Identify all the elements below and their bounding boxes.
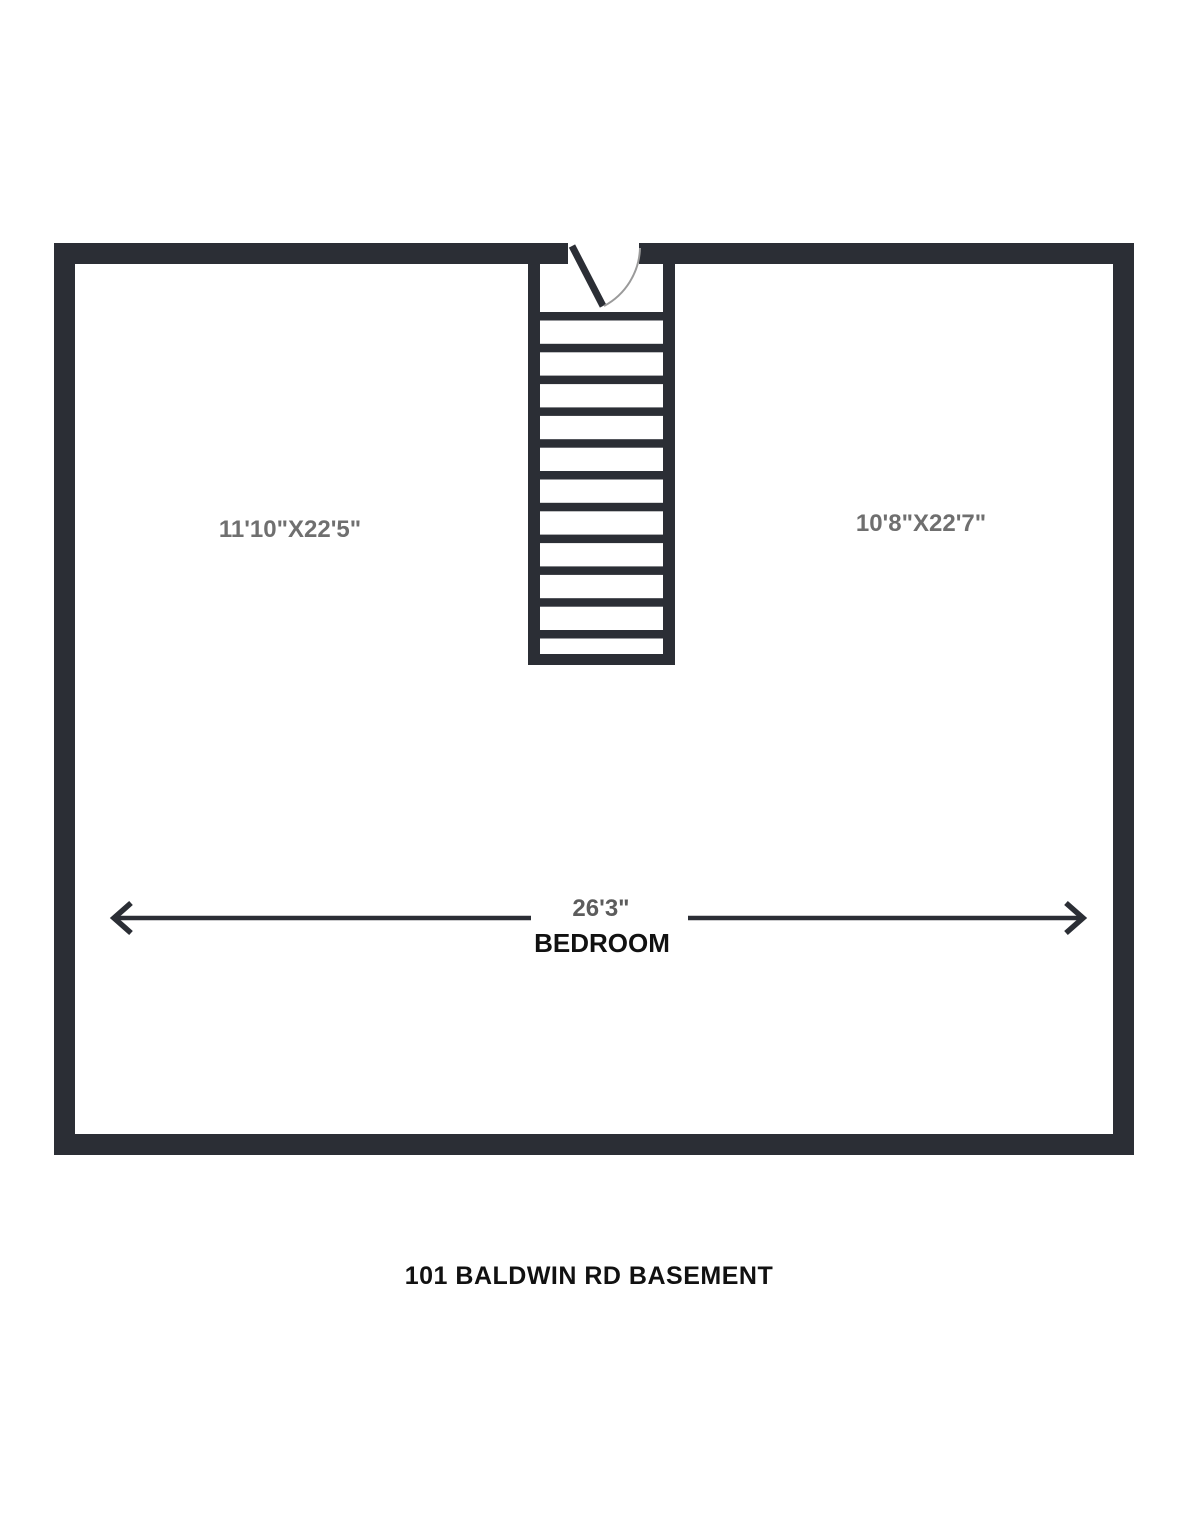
- stair-tread-line: [540, 439, 663, 448]
- stair-tread-line: [540, 407, 663, 416]
- stair-tread-line: [540, 503, 663, 512]
- stair-tread-line: [540, 630, 663, 639]
- right-wall: [1113, 243, 1134, 1155]
- staircase: [528, 252, 675, 665]
- stair-right-wall: [663, 252, 675, 665]
- top-wall-left-segment: [54, 243, 568, 264]
- bottom-wall: [54, 1134, 1134, 1155]
- right-section-dimension: 10'8"X22'7": [855, 510, 987, 537]
- top-wall-right-segment: [639, 243, 1134, 264]
- door-swing-arc-icon: [604, 248, 640, 306]
- stair-tread-line: [540, 344, 663, 353]
- room-width-dimension: 26'3": [572, 895, 630, 922]
- left-section-dimension: 11'10"X22'5": [218, 516, 362, 543]
- door-leaf: [572, 246, 603, 306]
- stair-door: [572, 246, 640, 306]
- stair-tread-line: [540, 312, 663, 321]
- left-wall: [54, 243, 75, 1155]
- stair-tread-line: [540, 598, 663, 607]
- stair-left-wall: [528, 252, 540, 665]
- stair-bottom-wall: [528, 654, 675, 665]
- stair-tread-line: [540, 471, 663, 480]
- plan-title: 101 BALDWIN RD BASEMENT: [404, 1262, 774, 1290]
- stair-tread-line: [540, 535, 663, 544]
- stair-tread-line: [540, 376, 663, 385]
- room-label: BEDROOM: [534, 928, 670, 958]
- stair-treads: [540, 312, 663, 639]
- stair-tread-line: [540, 566, 663, 575]
